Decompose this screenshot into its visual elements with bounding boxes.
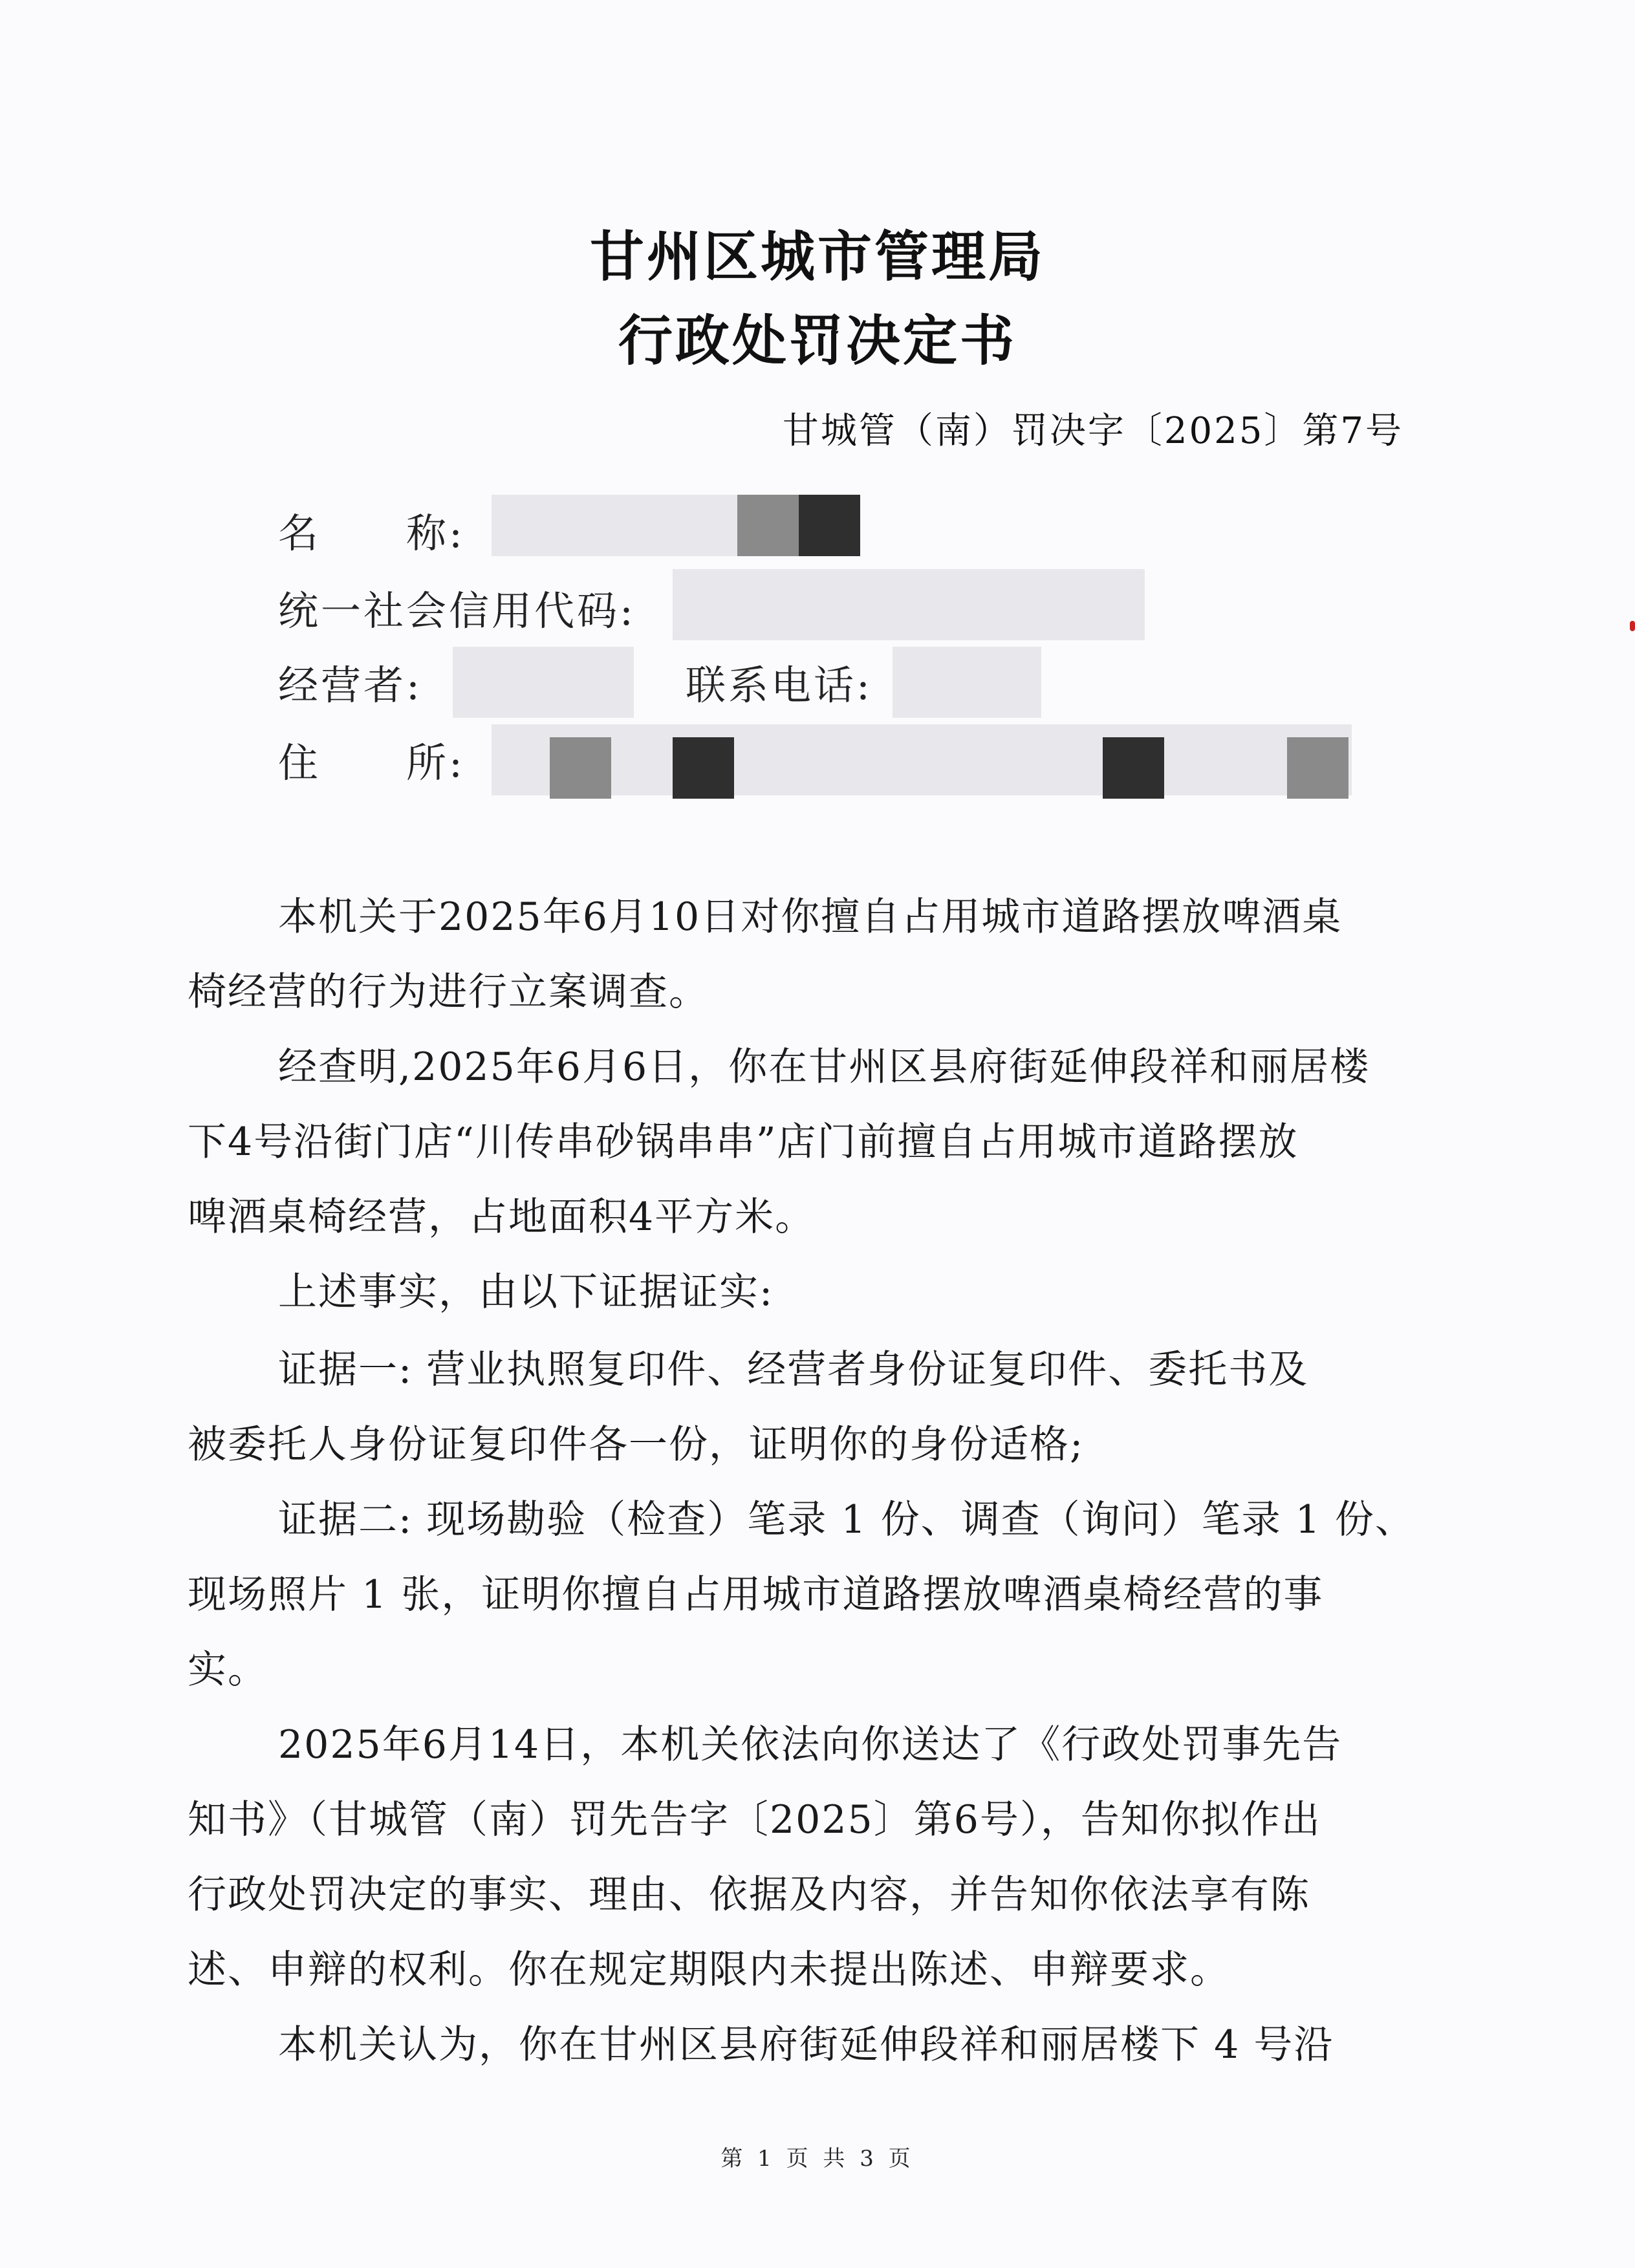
- text-line: 椅经营的行为进行立案调查。: [188, 969, 709, 1015]
- redacted-address-block: [550, 737, 611, 799]
- redacted-operator: [453, 647, 634, 718]
- document-title-line1: 甘州区城市管理局: [589, 224, 1045, 288]
- text-line: 啤酒桌椅经营，占地面积4平方米。: [188, 1194, 816, 1240]
- paragraph-case-filing: [188, 880, 1397, 1030]
- name-label: 名 称:: [278, 510, 465, 557]
- redacted-phone: [893, 647, 1041, 718]
- address-label: 住 所:: [278, 739, 465, 786]
- paragraph-prior-notice: [188, 1707, 1397, 2007]
- page-number: 第 1 页 共 3 页: [720, 2146, 915, 2172]
- paragraph-conclusion: [188, 2007, 1397, 2082]
- text-line: 被委托人身份证复印件各一份，证明你的身份适格;: [188, 1422, 1085, 1467]
- red-edge-mark: [1630, 621, 1635, 631]
- text-line: 知书》（甘城管（南）罚先告字〔2025〕第6号），告知你拟作出: [188, 1797, 1321, 1842]
- redacted-address-block: [1287, 737, 1348, 799]
- redacted-name-block: [737, 495, 799, 556]
- document-number: 甘城管（南）罚决字〔2025〕第7号: [782, 410, 1403, 452]
- credit-code-label: 统一社会信用代码:: [278, 587, 636, 634]
- redacted-credit-code: [673, 569, 1145, 640]
- text-line: 证据一: 营业执照复印件、经营者身份证复印件、委托书及: [278, 1347, 1309, 1392]
- text-line: 现场照片 1 张，证明你擅自占用城市道路摆放啤酒桌椅经营的事: [188, 1572, 1324, 1617]
- operator-label: 经营者:: [278, 662, 422, 709]
- text-line: 上述事实，由以下证据证实:: [278, 1269, 774, 1315]
- redacted-name-block: [799, 495, 860, 556]
- text-line: 2025年6月14日，本机关依法向你送达了《行政处罚事先告: [278, 1722, 1343, 1767]
- text-line: 经查明,2025年6月6日，你在甘州区县府街延伸段祥和丽居楼: [278, 1044, 1370, 1090]
- redacted-address-block: [673, 737, 734, 799]
- redacted-address-block: [1103, 737, 1164, 799]
- document-title-line2: 行政处罚决定书: [618, 308, 1017, 373]
- paragraph-evidence-intro: [188, 1255, 1397, 1330]
- text-line: 证据二: 现场勘验（检查）笔录 1 份、调查（询问）笔录 1 份、: [278, 1497, 1415, 1542]
- text-line: 行政处罚决定的事实、理由、依据及内容，并告知你依法享有陈: [188, 1872, 1310, 1917]
- paragraph-evidence-two: [188, 1482, 1415, 1707]
- text-line: 本机关认为，你在甘州区县府街延伸段祥和丽居楼下 4 号沿: [278, 2022, 1334, 2068]
- redacted-address: [492, 724, 1352, 795]
- text-line: 下4号沿街门店“川传串砂锅串串”店门前擅自占用城市道路摆放: [188, 1119, 1299, 1165]
- paragraph-findings: [188, 1030, 1397, 1255]
- redacted-name: [492, 495, 744, 556]
- phone-label: 联系电话:: [686, 662, 872, 709]
- text-line: 实。: [188, 1647, 268, 1692]
- text-line: 本机关于2025年6月10日对你擅自占用城市道路摆放啤酒桌: [278, 894, 1343, 940]
- text-line: 述、申辩的权利。你在规定期限内未提出陈述、申辩要求。: [188, 1947, 1230, 1993]
- paragraph-evidence-one: [188, 1332, 1397, 1482]
